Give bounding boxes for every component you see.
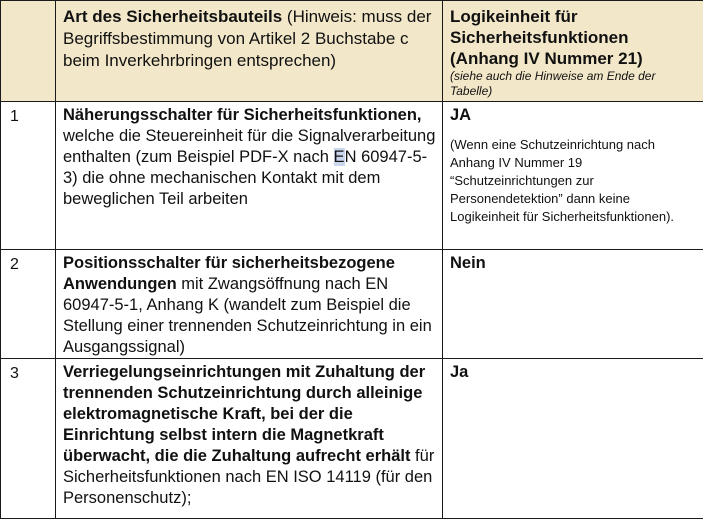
row-number: 1	[1, 102, 56, 250]
row-logic-value: Nein	[450, 253, 697, 274]
header-component-type-title: Art des Sicherheitsbauteils	[63, 7, 282, 26]
table-row	[1, 250, 703, 359]
table-row	[1, 359, 703, 519]
table-header-row	[1, 1, 703, 102]
header-number-cell	[1, 1, 56, 102]
row-description-title: Näherungsschalter für Sicherheitsfunktionen,	[63, 106, 422, 124]
row-description: Verriegelungseinrichtungen mit Zuhaltung der trennenden Schutzeinrichtung durch alleinige elektromagnetische Kraft, bei der die Einrichtung selbst intern die Magnetkraft überwacht, die die Zuhaltung aufrecht erhält für Sicherheitsfunktionen nach EN ISO 14119 (für den Personenschutz);	[56, 359, 443, 519]
row-logic-note: (Wenn eine Schutzeinrichtung nach Anhang IV Nummer 19 “Schutzeinrichtungen zur Personendetektion” dann keine Logikeinheit für Sicherheitsfunktionen).	[450, 136, 697, 226]
row-logic-unit	[443, 102, 703, 250]
header-component-type-note: (Hinweis: muss der Begriffsbestimmung von Artikel 2 Buchstabe c beim Inverkehrbringen entsprechen)	[63, 7, 431, 70]
header-logic-unit-title: Logikeinheit für Sicherheitsfunktionen (Anhang IV Nummer 21)	[450, 6, 697, 69]
row-logic-value: Ja	[450, 362, 697, 383]
highlighted-text: E	[334, 148, 345, 166]
row-logic-unit	[443, 359, 703, 519]
row-description: Näherungsschalter für Sicherheitsfunktionen, welche die Steuereinheit für die Signalverarbeitung enthalten (zum Beispiel PDF-X nach EN 60947-5-3) die ohne mechanischen Kontakt mit dem beweglichen Teil arbeiten	[56, 102, 443, 250]
row-number: 2	[1, 250, 56, 359]
header-logic-unit-cell	[443, 1, 703, 102]
row-description-title: Verriegelungseinrichtungen mit Zuhaltung der trennenden Schutzeinrichtung durch alleinige elektromagnetische Kraft, bei der die Einrichtung selbst intern die Magnetkraft überwacht, die die Zuhaltung aufrecht erhält	[63, 363, 425, 465]
row-logic-value: JA	[450, 105, 697, 126]
row-description-title: Positionsschalter für sicherheitsbezogene Anwendungen	[63, 254, 395, 293]
header-component-type-cell	[56, 1, 443, 102]
row-description: Positionsschalter für sicherheitsbezogene Anwendungen mit Zwangsöffnung nach EN 60947-5-1, Anhang K (wandelt zum Beispiel die Stellung einer trennenden Schutzeinrichtung in ein Ausgangssignal)	[56, 250, 443, 359]
row-logic-unit	[443, 250, 703, 359]
row-number: 3	[1, 359, 56, 519]
header-logic-unit-note: (siehe auch die Hinweise am Ende der Tabelle)	[450, 69, 697, 99]
table-row	[1, 102, 703, 250]
